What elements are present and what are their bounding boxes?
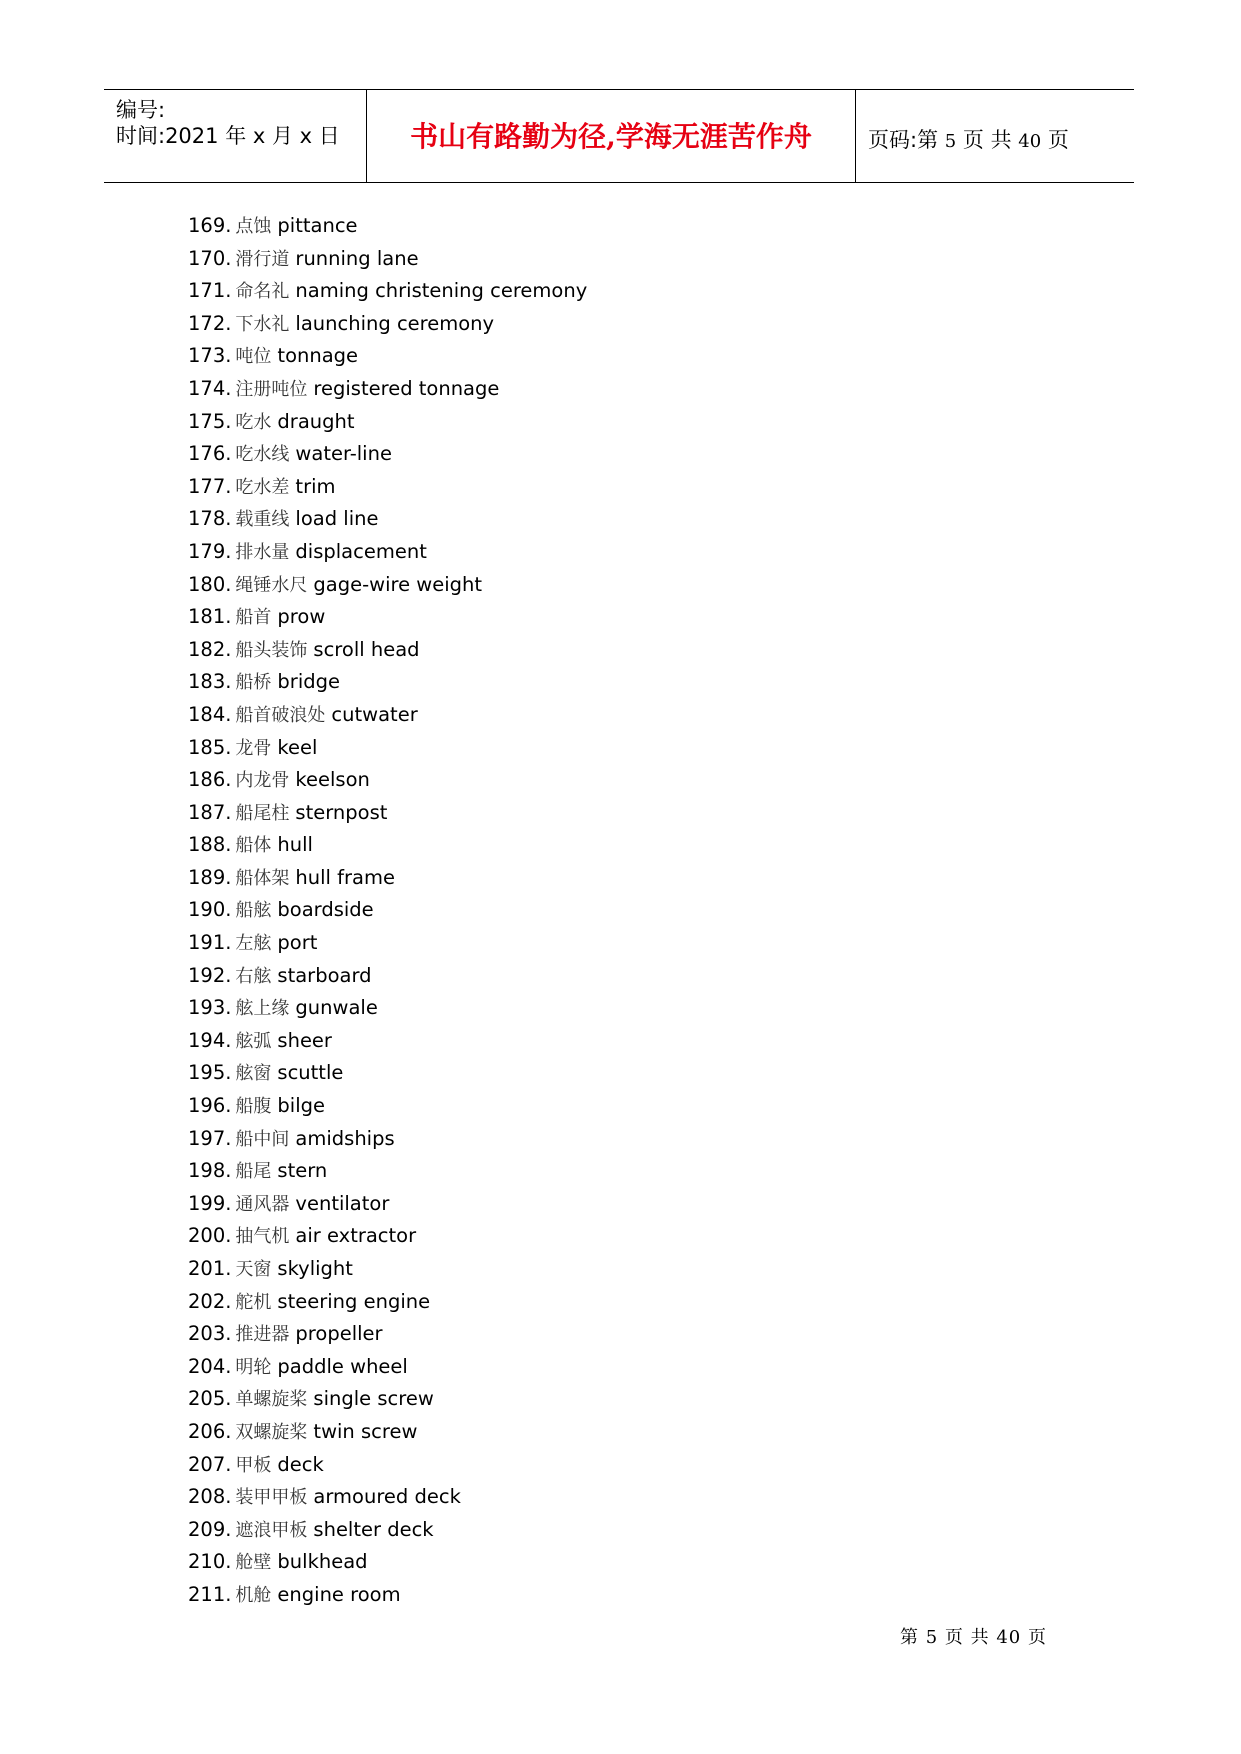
entry-english-term: gunwale [295, 996, 378, 1020]
entry-english-term: amidships [295, 1126, 395, 1150]
entry-chinese-term: 船首破浪处 [235, 704, 326, 726]
entry-number: 211. [188, 1582, 232, 1606]
entry-chinese-term: 吃水差 [235, 476, 290, 498]
entry-english-term: tonnage [277, 344, 359, 368]
entry-chinese-term: 通风器 [235, 1193, 290, 1215]
entry-chinese-term: 龙骨 [235, 737, 272, 759]
entry-chinese-term: 绳锤水尺 [235, 574, 308, 596]
glossary-list [188, 210, 587, 1612]
entry-english-term: draught [277, 409, 355, 433]
entry-chinese-term: 船体架 [235, 867, 290, 889]
list-item [188, 1090, 587, 1123]
entry-chinese-term: 左舷 [235, 933, 272, 955]
entry-number: 182. [188, 637, 232, 661]
entry-english-term: shelter deck [313, 1517, 434, 1541]
entry-number: 200. [188, 1224, 232, 1248]
list-item [188, 536, 587, 569]
list-item [188, 1579, 587, 1612]
list-item [188, 1025, 587, 1058]
entry-chinese-term: 舷上缘 [235, 998, 290, 1020]
entry-english-term: sternpost [295, 800, 388, 824]
entry-number: 187. [188, 800, 232, 824]
entry-english-term: steering engine [277, 1289, 431, 1313]
entry-english-term: keelson [295, 768, 370, 792]
entry-number: 206. [188, 1419, 232, 1443]
serial-label: 编号: [116, 98, 166, 122]
list-item [188, 1318, 587, 1351]
entry-number: 197. [188, 1126, 232, 1150]
entry-english-term: bilge [277, 1094, 326, 1118]
entry-english-term: gage-wire weight [313, 572, 483, 596]
entry-chinese-term: 抽气机 [235, 1226, 290, 1248]
entry-english-term: single screw [313, 1387, 434, 1411]
entry-english-term: scroll head [313, 637, 420, 661]
list-item [188, 340, 587, 373]
list-item [188, 406, 587, 439]
list-item [188, 210, 587, 243]
entry-english-term: keel [277, 735, 318, 759]
entry-chinese-term: 船尾柱 [235, 802, 290, 824]
entry-english-term: launching ceremony [295, 311, 495, 335]
entry-english-term: armoured deck [313, 1485, 461, 1509]
entry-number: 184. [188, 702, 232, 726]
list-item [188, 569, 587, 602]
entry-chinese-term: 吃水 [235, 411, 272, 433]
entry-chinese-term: 右舷 [235, 965, 272, 987]
page-current: 5 [944, 131, 957, 152]
motto-text: 书山有路勤为径,学海无涯苦作舟 [410, 120, 812, 153]
list-item [188, 1481, 587, 1514]
entry-number: 188. [188, 833, 232, 857]
entry-chinese-term: 遮浪甲板 [235, 1519, 308, 1541]
list-item [188, 960, 587, 993]
list-item [188, 764, 587, 797]
entry-english-term: engine room [277, 1582, 401, 1606]
entry-number: 169. [188, 214, 232, 237]
list-item [188, 1188, 587, 1221]
entry-chinese-term: 船头装饰 [235, 639, 308, 661]
entry-english-term: bridge [277, 670, 340, 694]
entry-number: 191. [188, 931, 232, 955]
entry-number: 208. [188, 1485, 232, 1509]
list-item [188, 1057, 587, 1090]
list-item [188, 927, 587, 960]
entry-number: 192. [188, 963, 232, 987]
list-item [188, 438, 587, 471]
entry-number: 186. [188, 768, 232, 792]
list-item [188, 373, 587, 406]
page-code [868, 124, 1069, 154]
entry-english-term: registered tonnage [313, 376, 500, 400]
entry-number: 183. [188, 670, 232, 694]
entry-english-term: pittance [277, 214, 358, 237]
entry-number: 194. [188, 1028, 232, 1052]
entry-english-term: starboard [277, 963, 372, 987]
list-item [188, 1253, 587, 1286]
entry-number: 209. [188, 1517, 232, 1541]
list-item [188, 1546, 587, 1579]
entry-chinese-term: 滑行道 [235, 248, 290, 270]
entry-chinese-term: 推进器 [235, 1324, 290, 1346]
entry-number: 210. [188, 1550, 232, 1574]
entry-english-term: propeller [295, 1322, 383, 1346]
entry-chinese-term: 船舷 [235, 900, 272, 922]
list-item [188, 797, 587, 830]
entry-number: 176. [188, 442, 232, 466]
entry-chinese-term: 船中间 [235, 1128, 290, 1150]
entry-number: 175. [188, 409, 232, 433]
entry-number: 203. [188, 1322, 232, 1346]
entry-number: 179. [188, 539, 232, 563]
entry-english-term: displacement [295, 539, 427, 563]
entry-chinese-term: 船腹 [235, 1096, 272, 1118]
entry-number: 201. [188, 1257, 232, 1280]
entry-english-term: boardside [277, 898, 374, 922]
entry-number: 171. [188, 279, 232, 303]
list-item [188, 1220, 587, 1253]
list-item [188, 699, 587, 732]
entry-chinese-term: 船尾 [235, 1161, 272, 1183]
list-item [188, 666, 587, 699]
page-code-prefix: 页码:第 [868, 128, 939, 152]
entry-chinese-term: 船体 [235, 835, 272, 857]
entry-chinese-term: 注册吨位 [235, 378, 308, 400]
list-item [188, 1514, 587, 1547]
header-meta-cell [104, 90, 366, 182]
entry-number: 204. [188, 1354, 232, 1378]
entry-english-term: air extractor [295, 1224, 417, 1248]
list-item [188, 1286, 587, 1319]
entry-number: 205. [188, 1387, 232, 1411]
list-item [188, 1123, 587, 1156]
page-footer: 第 5 页 共 40 页 [900, 1627, 1047, 1648]
page-header [104, 89, 1134, 183]
entry-chinese-term: 舷弧 [235, 1030, 272, 1052]
list-item [188, 1351, 587, 1384]
header-page-cell [856, 90, 1134, 182]
entry-chinese-term: 机舱 [235, 1584, 272, 1606]
entry-english-term: port [277, 931, 318, 955]
entry-chinese-term: 装甲甲板 [235, 1487, 308, 1509]
entry-number: 193. [188, 996, 232, 1020]
entry-number: 180. [188, 572, 232, 596]
entry-english-term: cutwater [331, 702, 418, 726]
entry-chinese-term: 明轮 [235, 1356, 272, 1378]
page-code-mid: 页 共 [962, 128, 1012, 152]
time-label: 时间:2021 年 x 月 x 日 [116, 124, 340, 148]
page-total: 40 [1018, 131, 1042, 152]
entry-number: 181. [188, 605, 232, 629]
entry-english-term: prow [277, 605, 326, 629]
list-item [188, 308, 587, 341]
entry-number: 177. [188, 474, 232, 498]
entry-number: 178. [188, 507, 232, 531]
list-item [188, 503, 587, 536]
entry-chinese-term: 下水礼 [235, 313, 290, 335]
entry-chinese-term: 船首 [235, 607, 272, 629]
list-item [188, 1416, 587, 1449]
list-item [188, 1383, 587, 1416]
list-item [188, 1155, 587, 1188]
page-code-suffix: 页 [1047, 128, 1069, 152]
entry-english-term: trim [295, 474, 336, 498]
entry-number: 195. [188, 1061, 232, 1085]
entry-english-term: ventilator [295, 1191, 390, 1215]
entry-number: 190. [188, 898, 232, 922]
entry-chinese-term: 排水量 [235, 541, 290, 563]
entry-chinese-term: 吃水线 [235, 444, 290, 466]
entry-number: 199. [188, 1191, 232, 1215]
entry-chinese-term: 单螺旋桨 [235, 1389, 308, 1411]
list-item [188, 829, 587, 862]
entry-number: 196. [188, 1094, 232, 1118]
entry-chinese-term: 甲板 [235, 1454, 272, 1476]
entry-chinese-term: 命名礼 [235, 281, 290, 303]
entry-number: 202. [188, 1289, 232, 1313]
entry-number: 198. [188, 1159, 232, 1183]
entry-english-term: hull frame [295, 865, 395, 889]
entry-chinese-term: 船桥 [235, 672, 272, 694]
list-item [188, 243, 587, 276]
entry-chinese-term: 舵机 [235, 1291, 272, 1313]
list-item [188, 992, 587, 1025]
list-item [188, 732, 587, 765]
entry-number: 172. [188, 311, 232, 335]
entry-number: 207. [188, 1452, 232, 1476]
entry-number: 185. [188, 735, 232, 759]
list-item [188, 634, 587, 667]
list-item [188, 601, 587, 634]
entry-english-term: deck [277, 1452, 324, 1476]
entry-english-term: hull [277, 833, 313, 857]
entry-number: 174. [188, 376, 232, 400]
entry-english-term: load line [295, 507, 379, 531]
list-item [188, 862, 587, 895]
entry-chinese-term: 舷窗 [235, 1063, 272, 1085]
entry-english-term: naming christening ceremony [295, 279, 588, 303]
entry-english-term: sheer [277, 1028, 332, 1052]
entry-chinese-term: 天窗 [235, 1259, 272, 1280]
entry-english-term: water-line [295, 442, 392, 466]
list-item [188, 275, 587, 308]
entry-number: 189. [188, 865, 232, 889]
entry-english-term: skylight [277, 1257, 353, 1280]
entry-english-term: stern [277, 1159, 328, 1183]
list-item [188, 894, 587, 927]
entry-chinese-term: 舱壁 [235, 1552, 272, 1574]
entry-chinese-term: 点蚀 [235, 216, 272, 237]
entry-chinese-term: 内龙骨 [235, 770, 290, 792]
entry-chinese-term: 吨位 [235, 346, 272, 368]
entry-number: 170. [188, 246, 232, 270]
entry-chinese-term: 载重线 [235, 509, 290, 531]
entry-chinese-term: 双螺旋桨 [235, 1421, 308, 1443]
entry-english-term: paddle wheel [277, 1354, 408, 1378]
entry-english-term: scuttle [277, 1061, 344, 1085]
entry-english-term: running lane [295, 246, 419, 270]
list-item [188, 471, 587, 504]
list-item [188, 1449, 587, 1482]
entry-number: 173. [188, 344, 232, 368]
entry-english-term: twin screw [313, 1419, 418, 1443]
header-motto-cell [366, 90, 856, 182]
entry-english-term: bulkhead [277, 1550, 368, 1574]
